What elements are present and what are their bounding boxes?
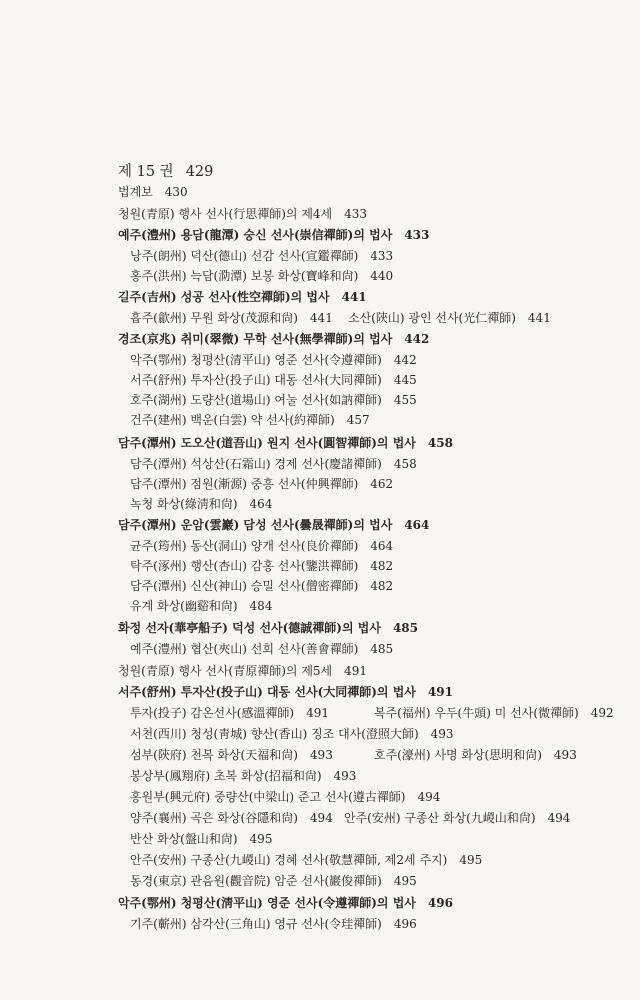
index-entry <box>130 641 393 657</box>
entry-page-number: 458 <box>393 457 417 471</box>
entry-page-number: 485 <box>392 621 418 635</box>
index-entry <box>130 352 417 368</box>
index-section-heading <box>118 289 367 305</box>
entry-page-number: 441 <box>309 311 333 325</box>
entry-page-number: 496 <box>427 896 453 910</box>
index-entry <box>118 184 188 200</box>
entry-page-number: 495 <box>459 853 483 867</box>
index-section-heading <box>118 895 453 911</box>
entry-page-number: 433 <box>344 207 368 221</box>
index-entry <box>130 412 370 428</box>
entry-text: 화정 선자(華亭船子) 덕성 선사(德誠禪師)의 법사 <box>118 621 381 635</box>
index-entry <box>130 598 272 614</box>
index-entry <box>130 456 417 472</box>
entry-text: 호주(濠州) 사명 화상(思明和尙) <box>374 748 542 762</box>
entry-text: 서천(西川) 청성(靑城) 향산(香山) 징조 대사(澄照大師) <box>130 727 419 741</box>
index-entry <box>130 372 417 388</box>
index-entry <box>130 476 393 492</box>
entry-page-number: 430 <box>164 185 188 199</box>
entry-page-number: 433 <box>404 228 430 242</box>
index-entry <box>130 852 482 868</box>
entry-text: 홍원부(興元府) 중량산(中梁山) 준고 선사(遵古禪師) <box>130 790 406 804</box>
entry-text: 길주(吉州) 성공 선사(性空禪師)의 법사 <box>118 290 330 304</box>
index-entry <box>130 831 272 847</box>
entry-text: 예주(澧州) 용담(龍潭) 숭신 선사(崇信禪師)의 법사 <box>118 228 393 242</box>
entry-page-number: 482 <box>370 559 394 573</box>
entry-text: 제 15 권 <box>118 164 174 180</box>
entry-page-number: 496 <box>393 917 417 931</box>
entry-text: 법계보 <box>118 185 153 199</box>
entry-text: 낭주(朗州) 덕산(德山) 선감 선사(宣鑑禪師) <box>130 249 359 263</box>
index-entry-pair <box>130 310 551 326</box>
entry-text: 담주(潭州) 도오산(道吾山) 원지 선사(圓智禪師)의 법사 <box>118 436 416 450</box>
index-entry <box>130 496 272 512</box>
entry-page-number: 494 <box>309 811 333 825</box>
entry-page-number: 491 <box>344 664 368 678</box>
entry-page-number: 491 <box>306 706 330 720</box>
volume-heading <box>118 164 213 180</box>
index-entry <box>130 726 454 742</box>
entry-page-number: 458 <box>427 436 453 450</box>
index-entry-right <box>348 310 551 326</box>
entry-page-number: 442 <box>404 332 430 346</box>
entry-text: 서주(舒州) 투자산(投子山) 대동 선사(大同禪師) <box>130 373 382 387</box>
entry-page-number: 493 <box>553 748 577 762</box>
index-section-heading <box>118 684 453 700</box>
entry-page-number: 492 <box>590 706 614 720</box>
index-entry <box>130 248 393 264</box>
entry-page-number: 494 <box>547 811 571 825</box>
entry-page-number: 493 <box>430 727 454 741</box>
entry-text: 반산 화상(盤山和尙) <box>130 832 238 846</box>
entry-text: 예주(澧州) 협산(夾山) 선회 선사(善會禪師) <box>130 642 359 656</box>
entry-page-number: 495 <box>249 832 273 846</box>
entry-text: 건주(建州) 백운(白雲) 약 선사(約禪師) <box>130 413 335 427</box>
index-entry-pair <box>130 747 600 763</box>
entry-page-number: 457 <box>346 413 370 427</box>
index-section-heading <box>118 435 453 451</box>
index-entry <box>130 873 417 889</box>
index-entry <box>130 578 393 594</box>
entry-text: 흡주(歙州) 무원 화상(茂源和尙) <box>130 311 298 325</box>
index-entry-right <box>344 810 570 826</box>
entry-text: 봉상부(鳳翔府) 초복 화상(招福和尙) <box>130 769 322 783</box>
entry-text: 안주(安州) 구종산(九嵕山) 경혜 선사(敬慧禪師, 제2세 주지) <box>130 853 448 867</box>
entry-text: 악주(鄂州) 청평산(清平山) 영준 선사(令遵禪師) <box>130 353 382 367</box>
entry-text: 양주(襄州) 곡은 화상(谷隱和尙) <box>130 811 298 825</box>
index-section-heading <box>118 227 429 243</box>
entry-page-number: 464 <box>249 497 273 511</box>
index-entry <box>130 768 356 784</box>
entry-page-number: 482 <box>370 579 394 593</box>
entry-page-number: 485 <box>370 642 394 656</box>
index-entry <box>130 558 393 574</box>
index-entry <box>118 663 367 679</box>
entry-page-number: 440 <box>370 269 394 283</box>
index-entry-pair <box>130 705 614 721</box>
entry-text: 경조(京兆) 취미(翠微) 무학 선사(無學禪師)의 법사 <box>118 332 393 346</box>
index-entry <box>118 206 367 222</box>
entry-page-number: 442 <box>393 353 417 367</box>
entry-text: 소산(陝山) 광인 선사(光仁禪師) <box>348 311 516 325</box>
index-entry <box>130 538 393 554</box>
entry-text: 담주(潭州) 신산(神山) 승밀 선사(僧密禪師) <box>130 579 359 593</box>
index-entry <box>130 916 417 932</box>
entry-text: 투자(投子) 감온선사(感溫禪師) <box>130 706 295 720</box>
entry-text: 악주(鄂州) 청평산(淸平山) 영준 선사(令遵禪師)의 법사 <box>118 896 416 910</box>
entry-page-number: 494 <box>417 790 441 804</box>
index-entry <box>130 268 393 284</box>
entry-page-number: 455 <box>393 393 417 407</box>
entry-page-number: 441 <box>341 290 367 304</box>
index-entry-right <box>374 747 577 763</box>
entry-page-number: 433 <box>370 249 394 263</box>
entry-text: 탁주(涿州) 행산(杏山) 감홍 선사(鑒洪禪師) <box>130 559 359 573</box>
entry-page-number: 429 <box>185 164 214 180</box>
index-section-heading <box>118 331 429 347</box>
entry-text: 홍주(洪州) 늑담(泐潭) 보봉 화상(寶峰和尙) <box>130 269 359 283</box>
index-entry-pair <box>130 810 600 826</box>
entry-text: 청원(青原) 행사 선사(行思禪師)의 제4세 <box>118 207 333 221</box>
entry-page-number: 445 <box>393 373 417 387</box>
index-section-heading <box>118 620 418 636</box>
entry-text: 기주(蘄州) 삼각산(三角山) 영규 선사(令珪禪師) <box>130 917 382 931</box>
entry-text: 섬부(陝府) 천복 화상(天福和尙) <box>130 748 298 762</box>
entry-text: 청원(青原) 행사 선사(青原禪師)의 제5세 <box>118 664 333 678</box>
index-entry-right <box>374 705 614 721</box>
entry-page-number: 464 <box>404 518 430 532</box>
entry-page-number: 493 <box>309 748 333 762</box>
entry-text: 서주(舒州) 투자산(投子山) 대동 선사(大同禪師)의 법사 <box>118 685 416 699</box>
entry-page-number: 441 <box>527 311 551 325</box>
entry-text: 담주(潭州) 운암(雲巖) 담성 선사(曇晟禪師)의 법사 <box>118 518 393 532</box>
entry-text: 균주(筠州) 동산(洞山) 양개 선사(良价禪師) <box>130 539 359 553</box>
entry-text: 복주(福州) 우두(牛頭) 미 선사(微禪師) <box>374 706 579 720</box>
index-entry <box>130 392 417 408</box>
entry-text: 담주(潭州) 점원(漸源) 중흥 선사(仲興禪師) <box>130 477 359 491</box>
index-section-heading <box>118 517 429 533</box>
index-entry <box>130 789 440 805</box>
entry-text: 담주(潭州) 석상산(石霜山) 경제 선사(慶諸禪師) <box>130 457 382 471</box>
entry-page-number: 484 <box>249 599 273 613</box>
entry-text: 호주(湖州) 도량산(道場山) 여눌 선사(如訥禪師) <box>130 393 382 407</box>
entry-text: 동경(東京) 관음원(觀音院) 암준 선사(巖俊禪師) <box>130 874 382 888</box>
entry-page-number: 462 <box>370 477 394 491</box>
entry-page-number: 491 <box>427 685 453 699</box>
entry-page-number: 495 <box>393 874 417 888</box>
entry-page-number: 493 <box>333 769 357 783</box>
entry-text: 녹청 화상(綠淸和尙) <box>130 497 238 511</box>
entry-text: 안주(安州) 구종산 화상(九嵕山和尙) <box>344 811 536 825</box>
entry-text: 유계 화상(幽谿和尙) <box>130 599 238 613</box>
entry-page-number: 464 <box>370 539 394 553</box>
